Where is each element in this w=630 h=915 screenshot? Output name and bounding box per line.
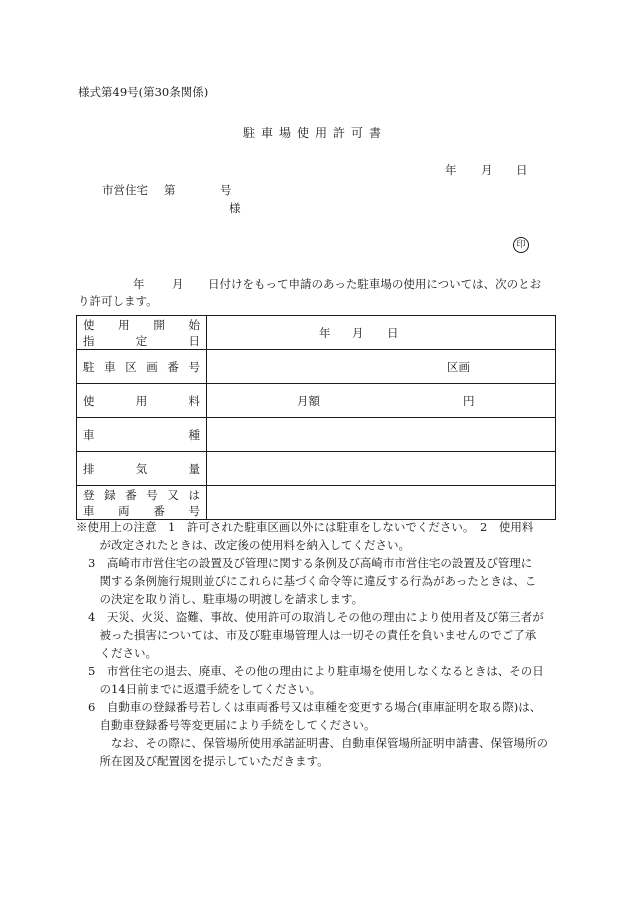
note-1-2: ※使用上の注意 1 許可された駐車区画以外には駐車をしないでください。 2 使用料 が改定されたときは、改定後の使用料を納入してください。 <box>76 520 534 552</box>
note-5: 5 市営住宅の退去、廃車、その他の理由により駐車場を使用しなくなるときは、その日 の14日前までに返還手続をしてください。 <box>88 664 544 696</box>
table-row <box>77 486 556 520</box>
body-text-line2: り許可します。 <box>78 294 158 308</box>
table-row <box>77 418 556 452</box>
note-6: 6 自動車の登録番号若しくは車両番号又は車種を変更する場合(車庫証明を取る際)は、 自動車登録番号等変更届により手続をしてください。 なお、その際に、保管場所使用承諾証明書、自動車保管場所証明申請書、保管場所の 所在図及び配置図を提示していただきます。 <box>88 700 548 768</box>
note-4: 4 天災、火災、盗難、事故、使用許可の取消しその他の理由により使用者及び第三者が 被った損害については、市及び駐車場管理人は一切その責任を負いませんのでご了承 ください。 <box>88 610 544 660</box>
usage-notes <box>76 518 556 770</box>
permit-table <box>76 315 556 520</box>
label-vehicle-type: 車 種 <box>77 418 207 452</box>
body-month: 月 <box>172 277 184 291</box>
value-vehicle-type <box>207 418 556 452</box>
fee-yen: 円 <box>463 394 475 408</box>
recipient-go: 号 <box>220 183 232 197</box>
value-fee <box>207 384 556 418</box>
section-suffix: 区画 <box>447 360 470 374</box>
label-parking-number: 駐 車 区 画 番 号 <box>77 350 207 384</box>
note-3: 3 高崎市市営住宅の設置及び管理に関する条例及び高崎市市営住宅の設置及び管理に 関する条例施行規則並びにこれらに基づく命令等に違反する行為があったときは、こ の決定を取り消し、駐車場の明渡しを請求します。 <box>88 556 537 606</box>
date-day: 日 <box>516 163 528 177</box>
body-year: 年 <box>133 277 145 291</box>
value-parking-number <box>207 350 556 384</box>
date-year: 年 <box>445 163 457 177</box>
start-year: 年 <box>319 326 331 340</box>
fee-monthly: 月額 <box>297 394 320 408</box>
start-month: 月 <box>352 326 364 340</box>
label-displacement: 排 気 量 <box>77 452 207 486</box>
document-title: 駐車場使用許可書 <box>242 126 387 140</box>
table-row <box>77 384 556 418</box>
recipient-housing: 市営住宅 <box>102 183 148 197</box>
label-registration: 登 録 番 号 又 は 車 両 番 号 <box>77 486 207 520</box>
table-row <box>77 316 556 350</box>
seal-mark: 印 <box>513 237 529 253</box>
form-number: 様式第49号(第30条関係) <box>78 85 209 99</box>
label-start-date: 使 用 開 始 指 定 日 <box>77 316 207 350</box>
table-row <box>77 452 556 486</box>
value-registration <box>207 486 556 520</box>
recipient-dai: 第 <box>164 183 176 197</box>
recipient-sama: 様 <box>229 201 241 215</box>
value-start-date <box>207 316 556 350</box>
label-fee: 使 用 料 <box>77 384 207 418</box>
table-row <box>77 350 556 384</box>
body-text-line1: 日付けをもって申請のあった駐車場の使用については、次のとお <box>208 277 542 291</box>
value-displacement <box>207 452 556 486</box>
start-day: 日 <box>387 326 399 340</box>
date-month: 月 <box>481 163 493 177</box>
